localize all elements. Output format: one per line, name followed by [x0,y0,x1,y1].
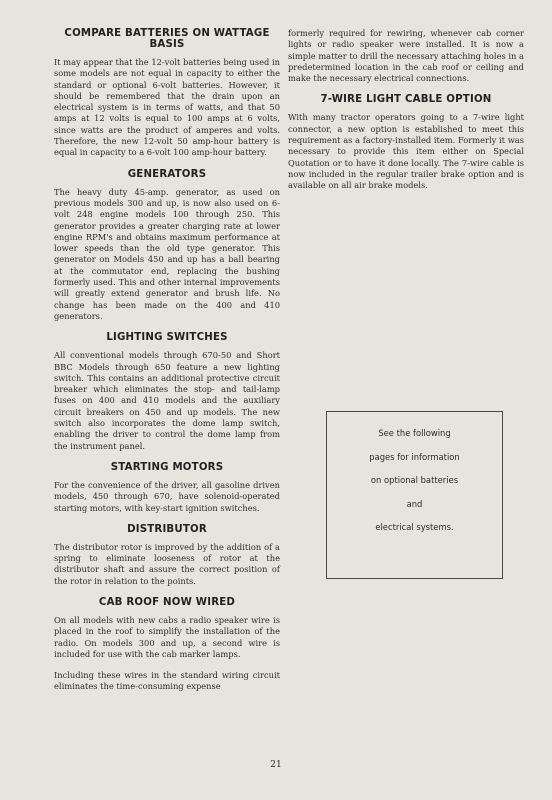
section-cab-roof [54,597,280,693]
callout-line: See the following [378,428,451,438]
page-number: 21 [270,760,282,770]
section-distributor [54,524,280,587]
section-compare-batteries [54,28,280,159]
section-body: For the convenience of the driver, all gasoline driven models, 450 through 670, have solenoid-operated starting motors, with key-start ignition switches. [54,479,280,513]
section-body: On all models with new cabs a radio speaker wire is placed in the roof to simplify the installation of the radio. On models 300 and up, a second wire is included for use with the cab marker lamps. [54,614,280,659]
section-body: The heavy duty 45-amp. generator, as used on previous models 300 and up, is now also used on 6-volt 248 engine models 100 through 250. This generator provides a greater charging rate at lower engine RPM's and obtains maximum performance at lower speeds than the old type generator. This generator on Models 450 and up has a ball bearing at the commutator end, replacing the bushing formerly used. This and other internal improvements will greatly extend generator and brush life. No change has been made on the 400 and 410 generators. [54,186,280,321]
section-heading: COMPARE BATTERIES ON WATTAGE BASIS [64,28,270,50]
continued-paragraph: formerly required for rewiring, whenever cab corner lights or radio speaker were installed. It is now a simple matter to drill the necessary attaching holes in a predetermined location in the cab roof or ceiling and make the necessary electrical connections. [288,28,524,84]
section-body: The distributor rotor is improved by the addition of a spring to eliminate looseness of rotor at the distributor shaft and assure the correct position of the rotor in relation to the points. [54,541,280,586]
callout-line: electrical systems. [375,522,454,532]
left-column [54,28,280,703]
section-body: It may appear that the 12-volt batteries being used in some models are not equal in capacity to either the standard or optional 6-volt batteries. However, it should be remembered that the drain upon an electrical system is in terms of watts, and that 50 amps at 12 volts is equal to 100 amps at 6 volts, since watts are the product of amperes and volts. Therefore, the new 12-volt 50 amp-hour battery is equal in capacity to a 6-volt 100 amp-hour battery. [54,57,280,158]
callout-line: and [406,498,423,509]
callout-box [326,411,503,579]
section-body: With many tractor operators going to a 7-wire light connector, a new option is established to meet this requirement as a factory-installed item. Formerly it was necessary to provide this item either on Special Quotation or to have it done locally. The 7-wire cable is now included in the regular trailer brake option and is available on all air brake models. [288,112,524,191]
callout-line: pages for information [369,451,460,462]
section-heading: STARTING MOTORS [110,461,224,473]
section-generators [54,169,280,323]
section-heading: 7-WIRE LIGHT CABLE OPTION [320,94,492,106]
section-lighting-switches [54,332,280,452]
callout-line: on optional batteries [370,475,459,485]
section-7-wire-cable [288,94,524,191]
section-starting-motors [54,462,280,514]
section-heading: LIGHTING SWITCHES [106,332,228,344]
section-heading: GENERATORS [127,168,207,180]
section-heading: CAB ROOF NOW WIRED [98,596,236,608]
section-body: All conventional models through 670-50 and Short BBC Models through 650 feature a new lighting switch. This contains an additional protective circuit breaker which eliminates the stop- and tail-lamp fuses on 400 and 410 models and the auxiliary circuit breakers on 450 and up models. The new switch also incorporates the dome lamp switch, enabling the driver to control the dome lamp from the instrument panel. [54,350,280,451]
section-body-continued: Including these wires in the standard wiring circuit eliminates the time-consuming expense [54,670,280,692]
section-heading: DISTRIBUTOR [127,523,207,535]
right-column [288,28,524,202]
